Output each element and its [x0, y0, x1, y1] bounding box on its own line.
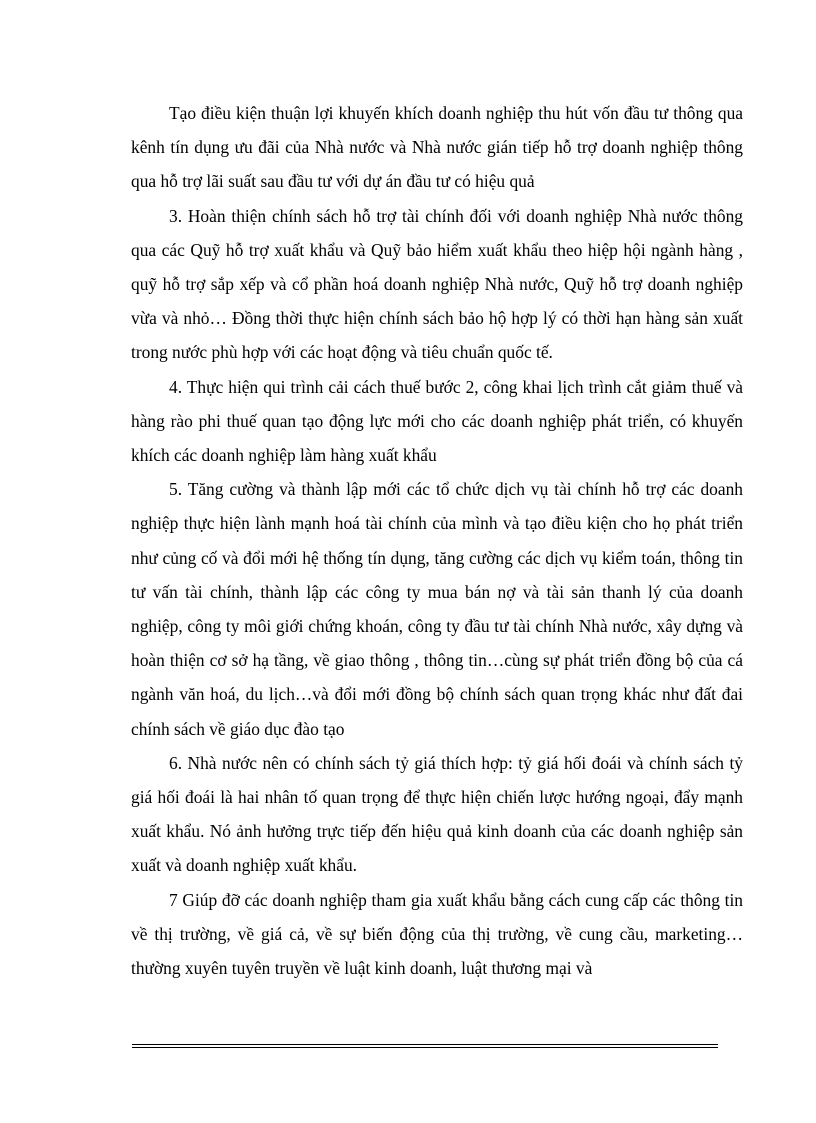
- paragraph-item-7: 7 Giúp đỡ các doanh nghiệp tham gia xuất khẩu bằng cách cung cấp các thông tin về thị trường, về giá cả, về sự biến động của thị trường, về cung cầu, marketing…thường xuyên tuyên truyền về luật kinh doanh, luật thương mại và: [131, 889, 743, 979]
- paragraph-item-4: 4. Thực hiện qui trình cải cách thuế bước 2, công khai lịch trình cắt giảm thuế và hàng rào phi thuế quan tạo động lực mới cho các doanh nghiệp phát triển, có khuyến khích các doanh nghiệp làm hàng xuất khẩu: [131, 376, 743, 466]
- paragraph-item-3: 3. Hoàn thiện chính sách hỗ trợ tài chính đối với doanh nghiệp Nhà nước thông qua các Quỹ hỗ trợ xuất khẩu và Quỹ bảo hiểm xuất khẩu theo hiệp hội ngành hàng , quỹ hỗ trợ sắp xếp và cổ phần hoá doanh nghiệp Nhà nước, Quỹ hỗ trợ doanh nghiệp vừa và nhỏ… Đồng thời thực hiện chính sách bảo hộ hợp lý có thời hạn hàng sản xuất trong nước phù hợp với các hoạt động và tiêu chuẩn quốc tế.: [131, 205, 743, 363]
- paragraph-item-6: 6. Nhà nước nên có chính sách tỷ giá thích hợp: tỷ giá hối đoái và chính sách tỷ giá hối đoái là hai nhân tố quan trọng để thực hiện chiến lược hướng ngoại, đẩy mạnh xuất khẩu. Nó ảnh hưởng trực tiếp đến hiệu quả kinh doanh của các doanh nghiệp sản xuất và doanh nghiệp xuất khẩu.: [131, 752, 743, 876]
- document-body: [131, 96, 743, 985]
- paragraph-financing-support: Tạo điều kiện thuận lợi khuyến khích doanh nghiệp thu hút vốn đầu tư thông qua kênh tín dụng ưu đãi của Nhà nước và Nhà nước gián tiếp hỗ trợ doanh nghiệp thông qua hỗ trợ lãi suất sau đầu tư với dự án đầu tư có hiệu quả: [131, 103, 743, 192]
- footer-divider: [132, 1044, 718, 1048]
- paragraph-item-5: 5. Tăng cường và thành lập mới các tổ chức dịch vụ tài chính hỗ trợ các doanh nghiệp thực hiện lành mạnh hoá tài chính của mình và tạo điều kiện cho họ phát triển như củng cố và đổi mới hệ thống tín dụng, tăng cường các dịch vụ kiểm toán, thông tin tư vấn tài chính, thành lập các công ty mua bán nợ và tài sản thanh lý của doanh nghiệp, công ty môi giới chứng khoán, công ty đầu tư tài chính Nhà nước, xây dựng và hoàn thiện cơ sở hạ tầng, về giao thông , thông tin…cùng sự phát triển đồng bộ của cá ngành văn hoá, du lịch…và đổi mới đồng bộ chính sách quan trọng khác như đất đai chính sách về giáo dục đào tạo: [131, 479, 743, 739]
